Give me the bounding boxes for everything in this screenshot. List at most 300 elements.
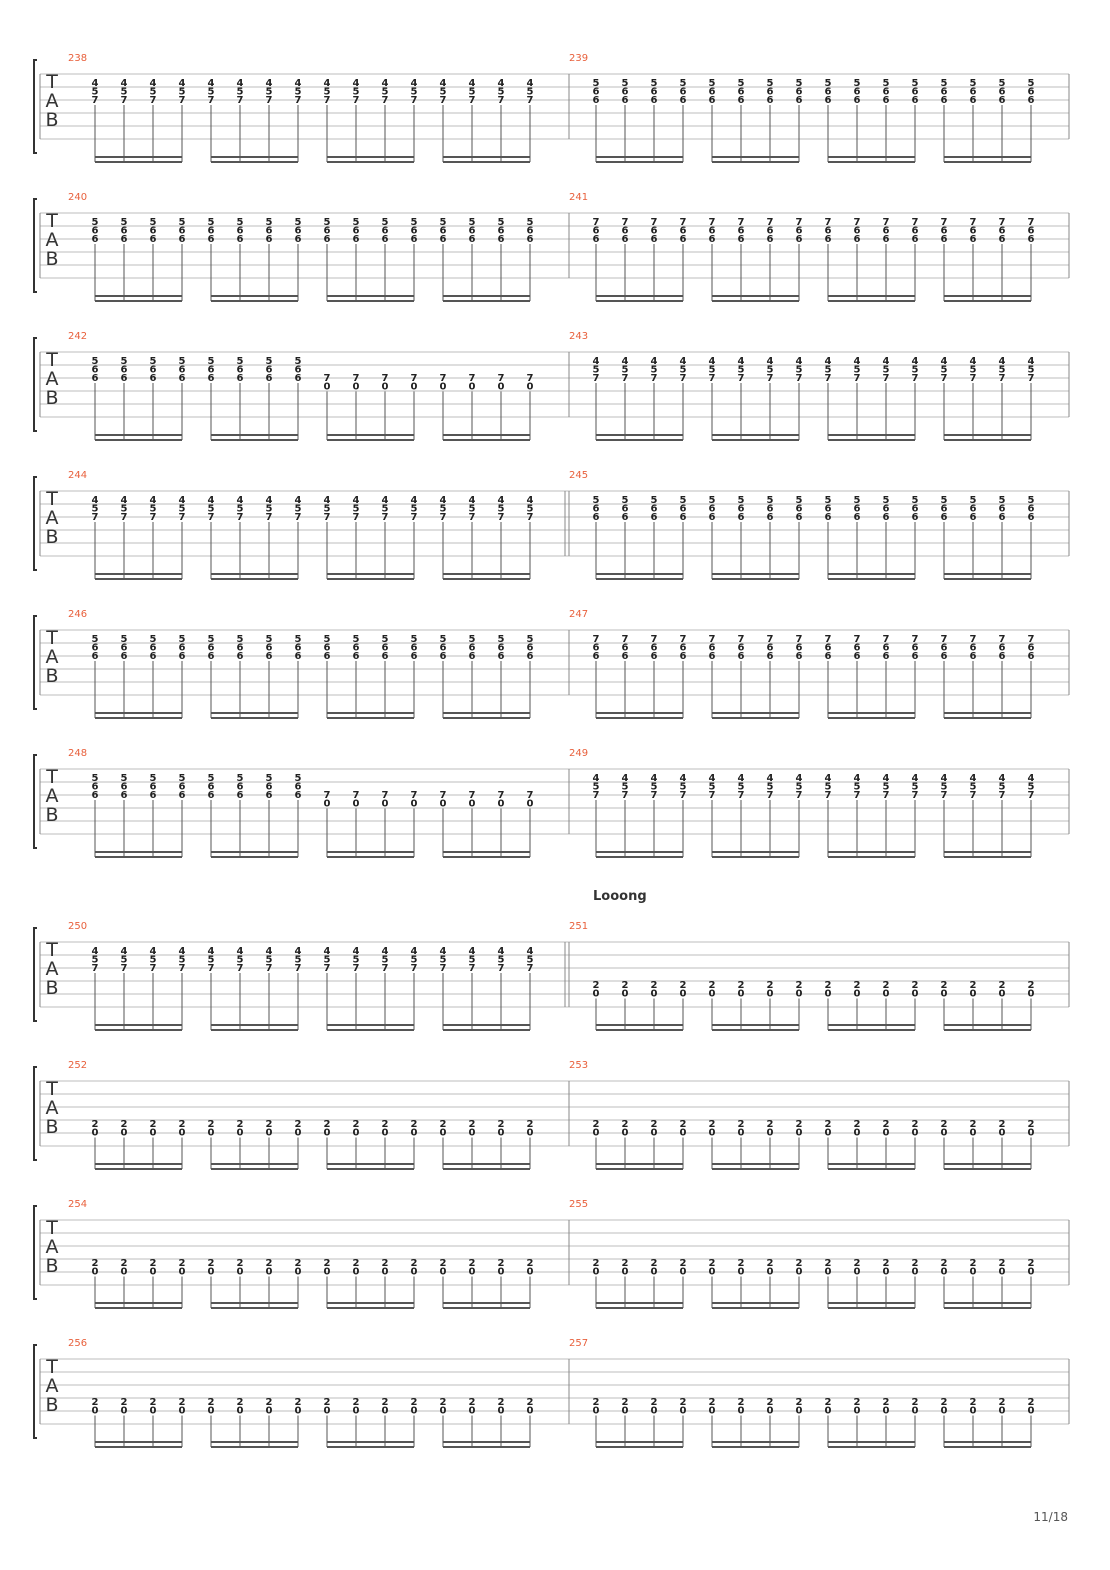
- fret-number: 2: [940, 980, 948, 991]
- fret-number: 2: [1027, 1119, 1035, 1130]
- fret-number: 6: [178, 651, 186, 662]
- fret-number: 5: [178, 356, 186, 367]
- fret-number: 2: [911, 1397, 919, 1408]
- fret-number: 6: [1027, 651, 1035, 662]
- fret-number: 6: [178, 234, 186, 245]
- fret-number: 6: [120, 790, 128, 801]
- fret-number: 2: [592, 1119, 600, 1130]
- system-bracket: [34, 1067, 37, 1160]
- fret-number: 2: [737, 1119, 745, 1130]
- fret-number: 6: [737, 642, 745, 654]
- fret-number: 0: [795, 1405, 803, 1417]
- fret-number: 7: [1027, 634, 1035, 645]
- tab-clef-letter: A: [45, 1375, 59, 1397]
- fret-number: 6: [766, 642, 774, 654]
- fret-number: 5: [708, 781, 716, 793]
- fret-number: 5: [120, 634, 128, 645]
- fret-number: 5: [439, 217, 447, 228]
- fret-number: 4: [708, 773, 716, 784]
- fret-number: 4: [410, 495, 418, 506]
- fret-number: 5: [149, 217, 157, 228]
- fret-number: 6: [882, 642, 890, 654]
- fret-number: 4: [998, 356, 1006, 367]
- fret-number: 4: [882, 356, 890, 367]
- fret-number: 6: [940, 95, 948, 106]
- fret-number: 2: [352, 1258, 360, 1269]
- fret-number: 5: [91, 773, 99, 784]
- fret-number: 6: [766, 225, 774, 237]
- fret-number: 7: [650, 217, 658, 228]
- fret-number: 6: [526, 651, 534, 662]
- fret-number: 0: [969, 1405, 977, 1417]
- fret-number: 2: [592, 1258, 600, 1269]
- fret-number: 6: [911, 95, 919, 106]
- fret-number: 0: [940, 1127, 948, 1139]
- fret-number: 0: [468, 1405, 476, 1417]
- fret-number: 0: [621, 1405, 629, 1417]
- fret-number: 7: [679, 790, 687, 801]
- fret-number: 6: [352, 642, 360, 654]
- fret-number: 7: [795, 790, 803, 801]
- fret-number: 6: [969, 642, 977, 654]
- fret-number: 7: [766, 790, 774, 801]
- fret-number: 0: [149, 1266, 157, 1278]
- fret-number: 6: [91, 790, 99, 801]
- fret-number: 4: [91, 495, 99, 506]
- tab-clef-letter: A: [45, 229, 59, 251]
- fret-number: 2: [91, 1119, 99, 1130]
- fret-number: 5: [91, 954, 99, 966]
- fret-number: 4: [940, 773, 948, 784]
- fret-number: 6: [468, 234, 476, 245]
- fret-number: 0: [352, 1266, 360, 1278]
- fret-number: 0: [526, 381, 534, 393]
- measure-number: 249: [569, 748, 589, 759]
- tab-clef-letter: T: [46, 1078, 58, 1100]
- fret-number: 0: [940, 988, 948, 1000]
- fret-number: 0: [824, 1266, 832, 1278]
- fret-number: 5: [468, 634, 476, 645]
- fret-number: 6: [882, 225, 890, 237]
- fret-number: 6: [592, 225, 600, 237]
- fret-number: 5: [120, 356, 128, 367]
- measure-number: 257: [569, 1338, 589, 1349]
- fret-number: 6: [178, 790, 186, 801]
- fret-number: 7: [853, 217, 861, 228]
- fret-number: 0: [236, 1266, 244, 1278]
- fret-number: 0: [795, 1127, 803, 1139]
- fret-number: 0: [708, 1127, 716, 1139]
- fret-number: 0: [737, 988, 745, 1000]
- fret-number: 7: [468, 373, 476, 384]
- fret-number: 2: [853, 1258, 861, 1269]
- fret-number: 5: [650, 781, 658, 793]
- fret-number: 6: [1027, 86, 1035, 98]
- fret-number: 0: [497, 798, 505, 810]
- fret-number: 6: [824, 642, 832, 654]
- fret-number: 0: [236, 1127, 244, 1139]
- fret-number: 0: [1027, 1266, 1035, 1278]
- tab-system: [34, 192, 1069, 301]
- fret-number: 6: [1027, 234, 1035, 245]
- fret-number: 2: [265, 1397, 273, 1408]
- fret-number: 6: [236, 234, 244, 245]
- fret-number: 2: [178, 1258, 186, 1269]
- fret-number: 5: [236, 773, 244, 784]
- system-bracket: [34, 616, 37, 709]
- fret-number: 6: [621, 234, 629, 245]
- fret-number: 2: [526, 1258, 534, 1269]
- fret-number: 7: [679, 634, 687, 645]
- fret-number: 7: [381, 963, 389, 974]
- fret-number: 7: [497, 95, 505, 106]
- fret-number: 2: [323, 1119, 331, 1130]
- fret-number: 5: [911, 78, 919, 89]
- fret-number: 4: [1027, 356, 1035, 367]
- fret-number: 7: [969, 373, 977, 384]
- fret-number: 7: [940, 373, 948, 384]
- fret-number: 0: [526, 1127, 534, 1139]
- fret-number: 7: [853, 790, 861, 801]
- tab-clef-letter: B: [45, 665, 59, 687]
- fret-number: 0: [468, 1127, 476, 1139]
- fret-number: 4: [592, 356, 600, 367]
- fret-number: 7: [526, 512, 534, 523]
- fret-number: 5: [352, 217, 360, 228]
- fret-number: 7: [439, 512, 447, 523]
- fret-number: 0: [998, 1405, 1006, 1417]
- fret-number: 6: [592, 642, 600, 654]
- fret-number: 5: [91, 503, 99, 515]
- fret-number: 0: [621, 988, 629, 1000]
- fret-number: 0: [621, 1127, 629, 1139]
- fret-number: 7: [497, 963, 505, 974]
- fret-number: 0: [824, 1127, 832, 1139]
- fret-number: 6: [468, 225, 476, 237]
- tab-clef-letter: B: [45, 1255, 59, 1277]
- fret-number: 6: [766, 95, 774, 106]
- fret-number: 6: [882, 651, 890, 662]
- fret-number: 7: [149, 95, 157, 106]
- fret-number: 5: [766, 495, 774, 506]
- fret-number: 5: [439, 954, 447, 966]
- fret-number: 4: [381, 78, 389, 89]
- fret-number: 2: [381, 1258, 389, 1269]
- fret-number: 5: [468, 86, 476, 98]
- fret-number: 7: [352, 95, 360, 106]
- fret-number: 5: [940, 364, 948, 376]
- fret-number: 7: [708, 373, 716, 384]
- fret-number: 2: [1027, 1397, 1035, 1408]
- fret-number: 6: [998, 503, 1006, 515]
- fret-number: 2: [708, 980, 716, 991]
- fret-number: 4: [824, 773, 832, 784]
- fret-number: 6: [352, 234, 360, 245]
- tab-clef-letter: B: [45, 109, 59, 131]
- fret-number: 4: [149, 78, 157, 89]
- tab-clef-letter: A: [45, 785, 59, 807]
- fret-number: 6: [592, 95, 600, 106]
- fret-number: 5: [882, 781, 890, 793]
- fret-number: 6: [650, 512, 658, 523]
- tab-clef-letter: B: [45, 1116, 59, 1138]
- fret-number: 7: [236, 95, 244, 106]
- fret-number: 5: [149, 356, 157, 367]
- fret-number: 6: [497, 225, 505, 237]
- fret-number: 7: [824, 790, 832, 801]
- fret-number: 6: [824, 234, 832, 245]
- fret-number: 6: [236, 225, 244, 237]
- tab-clef-letter: B: [45, 977, 59, 999]
- fret-number: 2: [650, 980, 658, 991]
- fret-number: 4: [207, 946, 215, 957]
- fret-number: 7: [882, 217, 890, 228]
- fret-number: 2: [911, 1119, 919, 1130]
- tab-clef-letter: A: [45, 368, 59, 390]
- fret-number: 7: [592, 790, 600, 801]
- fret-number: 4: [178, 946, 186, 957]
- fret-number: 6: [679, 642, 687, 654]
- fret-number: 0: [592, 988, 600, 1000]
- fret-number: 5: [969, 495, 977, 506]
- fret-number: 2: [853, 1119, 861, 1130]
- fret-number: 6: [650, 651, 658, 662]
- fret-number: 6: [882, 234, 890, 245]
- fret-number: 7: [526, 790, 534, 801]
- fret-number: 6: [940, 642, 948, 654]
- fret-number: 0: [149, 1405, 157, 1417]
- fret-number: 7: [592, 634, 600, 645]
- fret-number: 0: [439, 1405, 447, 1417]
- fret-number: 4: [178, 495, 186, 506]
- measure-number: 240: [68, 192, 88, 203]
- system-bracket: [34, 477, 37, 570]
- fret-number: 5: [207, 773, 215, 784]
- fret-number: 2: [795, 1397, 803, 1408]
- fret-number: 6: [91, 373, 99, 384]
- fret-number: 6: [853, 642, 861, 654]
- fret-number: 4: [497, 78, 505, 89]
- fret-number: 6: [294, 642, 302, 654]
- fret-number: 2: [468, 1119, 476, 1130]
- fret-number: 5: [998, 364, 1006, 376]
- measure-number: 242: [68, 331, 88, 342]
- fret-number: 5: [1027, 781, 1035, 793]
- fret-number: 2: [621, 980, 629, 991]
- fret-number: 4: [940, 356, 948, 367]
- fret-number: 7: [294, 95, 302, 106]
- fret-number: 6: [969, 86, 977, 98]
- fret-number: 5: [882, 364, 890, 376]
- fret-number: 7: [352, 790, 360, 801]
- fret-number: 5: [149, 954, 157, 966]
- system-bracket: [34, 199, 37, 292]
- fret-number: 5: [766, 781, 774, 793]
- fret-number: 5: [410, 86, 418, 98]
- fret-number: 6: [650, 642, 658, 654]
- fret-number: 4: [1027, 773, 1035, 784]
- fret-number: 5: [120, 217, 128, 228]
- fret-number: 2: [236, 1119, 244, 1130]
- fret-number: 0: [294, 1127, 302, 1139]
- fret-number: 5: [679, 78, 687, 89]
- fret-number: 2: [352, 1119, 360, 1130]
- fret-number: 7: [911, 373, 919, 384]
- fret-number: 6: [381, 642, 389, 654]
- fret-number: 7: [795, 373, 803, 384]
- measure-number: 246: [68, 609, 88, 620]
- fret-number: 2: [381, 1397, 389, 1408]
- fret-number: 7: [824, 373, 832, 384]
- fret-number: 6: [679, 225, 687, 237]
- fret-number: 2: [526, 1119, 534, 1130]
- fret-number: 6: [1027, 512, 1035, 523]
- fret-number: 7: [468, 963, 476, 974]
- fret-number: 2: [323, 1397, 331, 1408]
- fret-number: 6: [824, 95, 832, 106]
- fret-number: 6: [178, 364, 186, 376]
- fret-number: 6: [621, 503, 629, 515]
- fret-number: 7: [940, 790, 948, 801]
- fret-number: 2: [1027, 1258, 1035, 1269]
- fret-number: 4: [708, 356, 716, 367]
- fret-number: 6: [795, 512, 803, 523]
- fret-number: 2: [497, 1258, 505, 1269]
- fret-number: 6: [708, 234, 716, 245]
- fret-number: 6: [120, 225, 128, 237]
- fret-number: 0: [207, 1405, 215, 1417]
- fret-number: 2: [265, 1119, 273, 1130]
- fret-number: 5: [120, 503, 128, 515]
- fret-number: 7: [795, 217, 803, 228]
- fret-number: 0: [323, 1266, 331, 1278]
- fret-number: 6: [911, 225, 919, 237]
- fret-number: 4: [294, 78, 302, 89]
- fret-number: 0: [410, 381, 418, 393]
- fret-number: 6: [149, 364, 157, 376]
- fret-number: 0: [497, 1127, 505, 1139]
- fret-number: 6: [795, 651, 803, 662]
- fret-number: 6: [853, 503, 861, 515]
- fret-number: 4: [969, 773, 977, 784]
- fret-number: 6: [439, 225, 447, 237]
- fret-number: 2: [708, 1258, 716, 1269]
- fret-number: 4: [410, 78, 418, 89]
- fret-number: 0: [911, 1266, 919, 1278]
- fret-number: 6: [708, 86, 716, 98]
- fret-number: 5: [149, 503, 157, 515]
- fret-number: 5: [410, 954, 418, 966]
- fret-number: 2: [294, 1397, 302, 1408]
- fret-number: 0: [120, 1405, 128, 1417]
- fret-number: 4: [236, 946, 244, 957]
- fret-number: 7: [766, 373, 774, 384]
- fret-number: 5: [998, 78, 1006, 89]
- fret-number: 6: [207, 373, 215, 384]
- fret-number: 5: [737, 78, 745, 89]
- fret-number: 5: [178, 86, 186, 98]
- fret-number: 0: [853, 988, 861, 1000]
- system-bracket: [34, 755, 37, 848]
- fret-number: 4: [650, 356, 658, 367]
- fret-number: 0: [621, 1266, 629, 1278]
- fret-number: 6: [294, 790, 302, 801]
- fret-number: 5: [1027, 78, 1035, 89]
- fret-number: 6: [940, 234, 948, 245]
- fret-number: 0: [911, 988, 919, 1000]
- fret-number: 5: [679, 781, 687, 793]
- fret-number: 5: [592, 495, 600, 506]
- fret-number: 7: [381, 512, 389, 523]
- fret-number: 5: [824, 78, 832, 89]
- fret-number: 7: [766, 217, 774, 228]
- fret-number: 4: [439, 495, 447, 506]
- fret-number: 6: [439, 234, 447, 245]
- fret-number: 5: [294, 356, 302, 367]
- fret-number: 5: [410, 217, 418, 228]
- fret-number: 6: [998, 95, 1006, 106]
- fret-number: 6: [969, 512, 977, 523]
- fret-number: 6: [294, 225, 302, 237]
- fret-number: 5: [323, 217, 331, 228]
- fret-number: 4: [853, 773, 861, 784]
- fret-number: 4: [737, 356, 745, 367]
- fret-number: 2: [439, 1258, 447, 1269]
- fret-number: 0: [853, 1127, 861, 1139]
- fret-number: 5: [708, 78, 716, 89]
- fret-number: 7: [410, 963, 418, 974]
- measure-number: 248: [68, 748, 88, 759]
- fret-number: 0: [381, 1405, 389, 1417]
- fret-number: 5: [526, 954, 534, 966]
- fret-number: 7: [737, 373, 745, 384]
- fret-number: 4: [323, 78, 331, 89]
- tab-clef-letter: T: [46, 766, 58, 788]
- fret-number: 0: [497, 1266, 505, 1278]
- fret-number: 6: [795, 225, 803, 237]
- fret-number: 2: [178, 1119, 186, 1130]
- fret-number: 5: [497, 86, 505, 98]
- fret-number: 6: [708, 225, 716, 237]
- fret-number: 6: [207, 642, 215, 654]
- fret-number: 7: [149, 963, 157, 974]
- fret-number: 5: [824, 781, 832, 793]
- fret-number: 6: [969, 95, 977, 106]
- fret-number: 0: [468, 1266, 476, 1278]
- fret-number: 4: [592, 773, 600, 784]
- fret-number: 5: [294, 634, 302, 645]
- fret-number: 6: [795, 95, 803, 106]
- fret-number: 0: [998, 988, 1006, 1000]
- fret-number: 0: [795, 988, 803, 1000]
- fret-number: 4: [236, 78, 244, 89]
- fret-number: 0: [1027, 988, 1035, 1000]
- fret-number: 6: [998, 512, 1006, 523]
- fret-number: 6: [766, 86, 774, 98]
- fret-number: 7: [882, 373, 890, 384]
- tab-clef-letter: T: [46, 627, 58, 649]
- fret-number: 5: [207, 634, 215, 645]
- fret-number: 7: [592, 217, 600, 228]
- fret-number: 2: [911, 980, 919, 991]
- fret-number: 5: [737, 781, 745, 793]
- fret-number: 6: [940, 512, 948, 523]
- fret-number: 6: [592, 234, 600, 245]
- fret-number: 7: [381, 790, 389, 801]
- fret-number: 5: [265, 634, 273, 645]
- fret-number: 6: [940, 651, 948, 662]
- fret-number: 7: [526, 95, 534, 106]
